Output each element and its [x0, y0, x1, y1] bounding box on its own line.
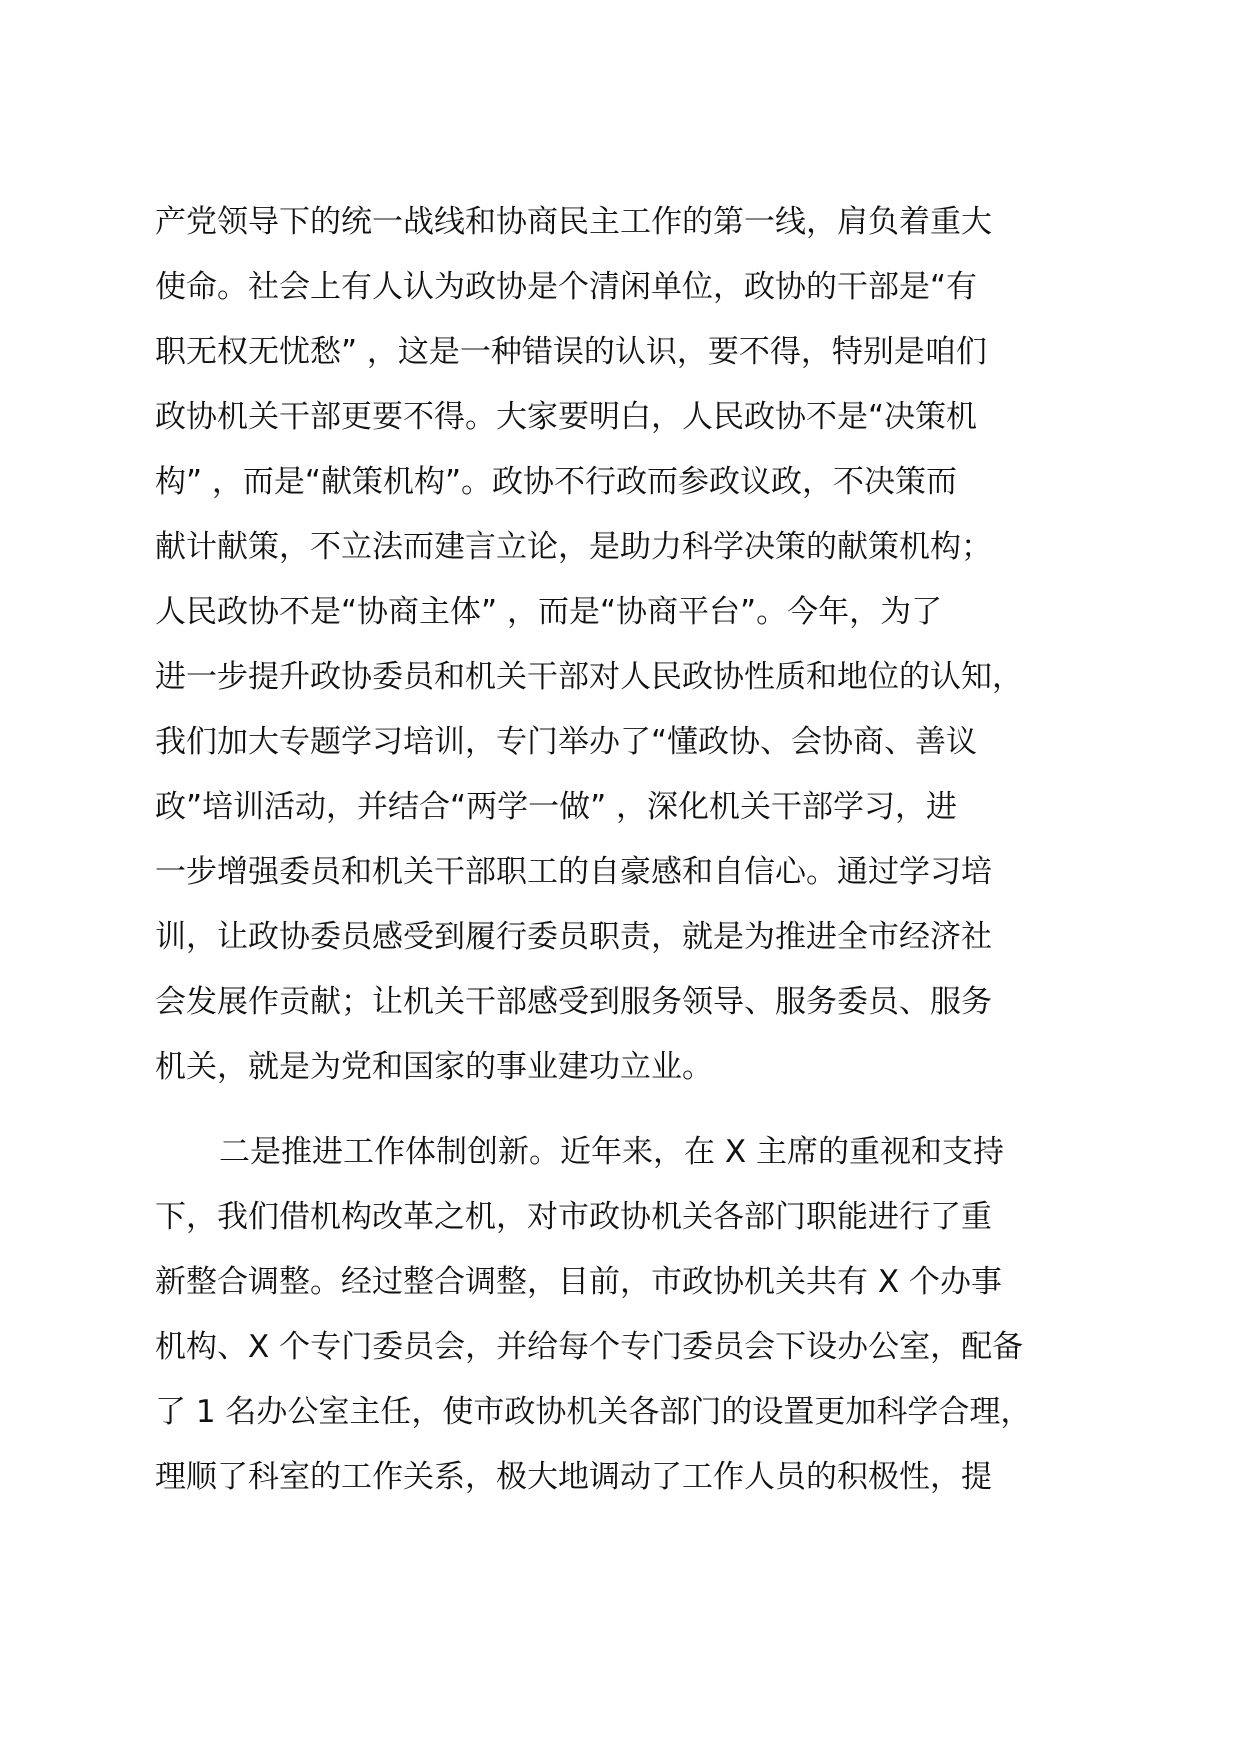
- text-line: 进一步提升政协委员和机关干部对人民政协性质和地位的认知，: [155, 659, 1023, 695]
- text-line: 训，让政协委员感受到履行委员职责，就是为推进全市经济社: [155, 919, 992, 955]
- paragraph-2: [155, 1120, 1115, 1510]
- text-line: 二是推进工作体制创新。近年来，在 X 主席的重视和支持: [219, 1134, 1004, 1170]
- document-body: [155, 190, 1115, 1510]
- text-line: 我们加大专题学习培训，专门举办了“懂政协、会协商、善议: [155, 724, 978, 760]
- text-line: 下，我们借机构改革之机，对市政协机关各部门职能进行了重: [155, 1199, 992, 1235]
- text-line: 会发展作贡献；让机关干部感受到服务领导、服务委员、服务: [155, 984, 992, 1020]
- paragraph-1: [155, 190, 1115, 1100]
- text-line: 政”培训活动，并结合“两学一做” ，深化机关干部学习，进: [155, 789, 958, 825]
- text-line: 一步增强委员和机关干部职工的自豪感和自信心。通过学习培: [155, 854, 992, 890]
- text-line: 政协机关干部更要不得。大家要明白，人民政协不是“决策机: [155, 399, 978, 435]
- text-line: 构” ，而是“献策机构”。政协不行政而参政议政，不决策而: [155, 464, 958, 500]
- text-line: 机构、X 个专门委员会，并给每个专门委员会下设办公室，配备: [155, 1329, 1024, 1365]
- text-line: 献计献策，不立法而建言立论，是助力科学决策的献策机构；: [155, 529, 992, 565]
- text-line: 机关，就是为党和国家的事业建功立业。: [155, 1049, 713, 1085]
- text-line: 新整合调整。经过整合调整，目前，市政协机关共有 X 个办事: [155, 1264, 1002, 1300]
- paragraph-spacer: [155, 1100, 1115, 1120]
- text-line: 产党领导下的统一战线和协商民主工作的第一线，肩负着重大: [155, 204, 992, 240]
- text-line: 理顺了科室的工作关系，极大地调动了工作人员的积极性，提: [155, 1459, 992, 1495]
- text-line: 职无权无忧愁” ，这是一种错误的认识，要不得，特别是咱们: [155, 334, 987, 370]
- text-line: 了 1 名办公室主任，使市政协机关各部门的设置更加科学合理，: [155, 1394, 1032, 1430]
- text-line: 人民政协不是“协商主体” ，而是“协商平台”。今年，为了: [155, 594, 943, 630]
- text-line: 使命。社会上有人认为政协是个清闲单位，政协的干部是“有: [155, 269, 978, 305]
